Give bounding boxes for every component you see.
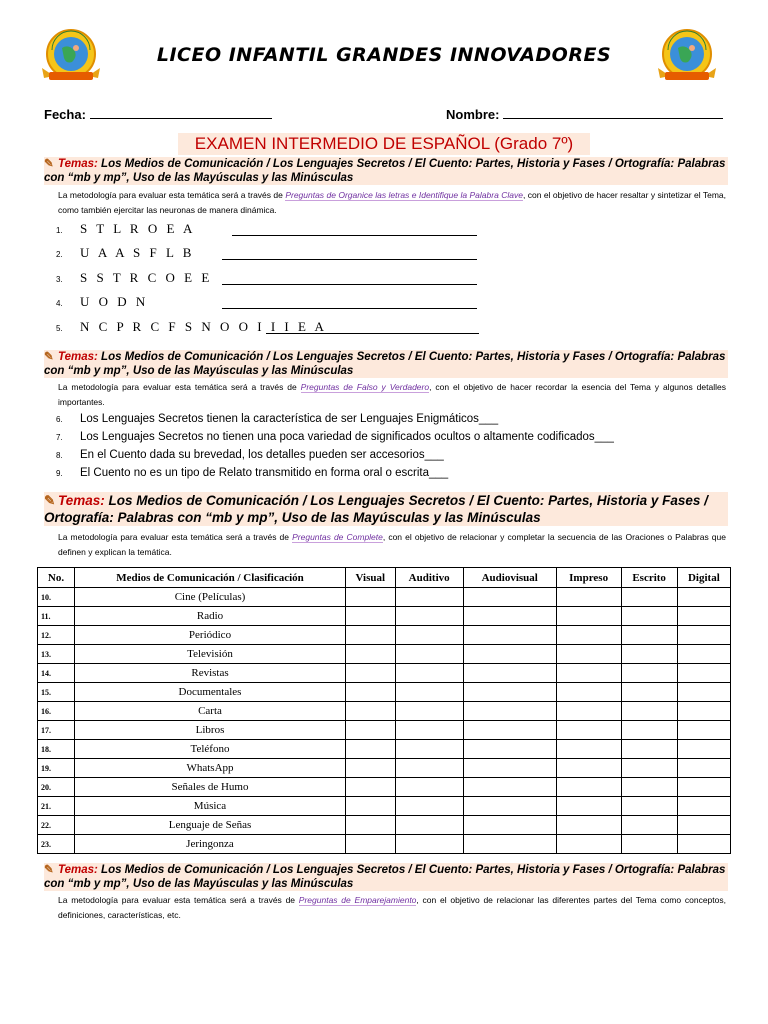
- row-number: 16.: [38, 702, 75, 721]
- table-row: [38, 645, 731, 664]
- classification-cell[interactable]: [395, 664, 463, 683]
- table-row: [38, 816, 731, 835]
- table-row: [38, 759, 731, 778]
- scramble-item: [56, 294, 148, 310]
- classification-cell[interactable]: [395, 721, 463, 740]
- classification-cell[interactable]: [346, 702, 396, 721]
- classification-cell[interactable]: [621, 702, 677, 721]
- classification-cell[interactable]: [395, 588, 463, 607]
- scrambled-letters: N C P R C F S N O O I I I E A: [80, 319, 327, 334]
- tema-label: Temas:: [58, 158, 98, 170]
- classification-cell[interactable]: [346, 588, 396, 607]
- classification-cell[interactable]: [677, 607, 730, 626]
- classification-cell[interactable]: [463, 759, 556, 778]
- table-row: [38, 664, 731, 683]
- table-row: [38, 740, 731, 759]
- classification-cell[interactable]: [395, 759, 463, 778]
- school-logo-left-icon: [40, 26, 102, 86]
- classification-cell[interactable]: [463, 797, 556, 816]
- tema-header-3: [44, 492, 728, 526]
- classification-cell[interactable]: [556, 702, 621, 721]
- classification-cell[interactable]: [556, 816, 621, 835]
- row-number: 15.: [38, 683, 75, 702]
- classification-cell[interactable]: [556, 664, 621, 683]
- tema-header-4: [44, 863, 728, 891]
- classification-cell[interactable]: [556, 835, 621, 854]
- pencil-paper-icon: ✎: [44, 864, 54, 876]
- item-number: 1.: [56, 226, 63, 235]
- tema-text: Los Medios de Comunicación / Los Lenguajes Secretos / El Cuento: Partes, Historia y Fases / Ortografía: Palabras con “mb y mp”, Uso de las Mayúsculas y las Minúsculas: [44, 158, 726, 184]
- media-name: Señales de Humo: [75, 778, 346, 797]
- answer-line[interactable]: [222, 259, 477, 260]
- classification-cell[interactable]: [463, 683, 556, 702]
- classification-cell[interactable]: [395, 740, 463, 759]
- media-name: Documentales: [75, 683, 346, 702]
- scramble-item: [56, 221, 195, 237]
- statement-text: En el Cuento dada su brevedad, los detalles pueden ser accesorios___: [80, 449, 444, 461]
- media-name: Lenguaje de Señas: [75, 816, 346, 835]
- classification-cell[interactable]: [677, 721, 730, 740]
- true-false-item[interactable]: [56, 413, 498, 425]
- scrambled-letters: U O D N: [80, 294, 149, 309]
- metod-text: , con el objetivo de hacer recordar la esencia del Tema y algunos detalles importantes.: [58, 382, 726, 407]
- col-header: Visual: [346, 568, 396, 588]
- classification-cell[interactable]: [395, 607, 463, 626]
- classification-cell[interactable]: [621, 797, 677, 816]
- classification-cell[interactable]: [346, 816, 396, 835]
- classification-cell[interactable]: [346, 797, 396, 816]
- table-row: [38, 626, 731, 645]
- classification-cell[interactable]: [556, 588, 621, 607]
- item-number: 6.: [56, 415, 63, 424]
- row-number: 14.: [38, 664, 75, 683]
- tema-header-2: [44, 350, 728, 378]
- pencil-paper-icon: ✎: [44, 351, 54, 363]
- school-name: LICEO INFANTIL GRANDES INNOVADORES: [156, 44, 612, 66]
- classification-cell[interactable]: [556, 607, 621, 626]
- classification-cell[interactable]: [677, 588, 730, 607]
- classification-cell[interactable]: [621, 740, 677, 759]
- nombre-field[interactable]: [446, 106, 723, 122]
- item-number: 4.: [56, 299, 63, 308]
- classification-cell[interactable]: [556, 626, 621, 645]
- fecha-field[interactable]: [44, 106, 272, 122]
- metod-text: La metodología para evaluar esta temática será a través de: [58, 895, 299, 905]
- table-row: [38, 778, 731, 797]
- classification-cell[interactable]: [677, 683, 730, 702]
- item-number: 5.: [56, 324, 63, 333]
- metod-text: , con el objetivo de relacionar y completar la secuencia de las Oraciones o Palabras que definen y explican la temática.: [58, 532, 726, 557]
- metod-text: La metodología para evaluar esta temática será a través de: [58, 190, 286, 200]
- classification-cell[interactable]: [677, 702, 730, 721]
- classification-cell[interactable]: [677, 797, 730, 816]
- media-name: Música: [75, 797, 346, 816]
- col-header: No.: [38, 568, 75, 588]
- classification-cell[interactable]: [621, 816, 677, 835]
- classification-cell[interactable]: [556, 645, 621, 664]
- scramble-item: [56, 270, 212, 286]
- metod-text: La metodología para evaluar esta temática será a través de: [58, 532, 293, 542]
- classification-cell[interactable]: [395, 702, 463, 721]
- fecha-blank[interactable]: [90, 106, 272, 119]
- table-row: [38, 588, 731, 607]
- classification-cell[interactable]: [463, 664, 556, 683]
- answer-line[interactable]: [222, 284, 477, 285]
- answer-line[interactable]: [266, 333, 479, 334]
- classification-cell[interactable]: [395, 645, 463, 664]
- row-number: 17.: [38, 721, 75, 740]
- item-number: 7.: [56, 433, 63, 442]
- row-number: 11.: [38, 607, 75, 626]
- row-number: 23.: [38, 835, 75, 854]
- statement-text: El Cuento no es un tipo de Relato transmitido en forma oral o escrita___: [80, 467, 449, 479]
- metod-highlight: Preguntas de Complete: [292, 532, 383, 542]
- classification-cell[interactable]: [463, 778, 556, 797]
- classification-cell[interactable]: [463, 626, 556, 645]
- classification-cell[interactable]: [463, 607, 556, 626]
- true-false-item[interactable]: [56, 467, 448, 479]
- statement-text: Los Lenguajes Secretos tienen la característica de ser Lenguajes Enigmáticos___: [80, 413, 499, 425]
- classification-cell[interactable]: [346, 759, 396, 778]
- classification-cell[interactable]: [621, 721, 677, 740]
- col-header: Audiovisual: [463, 568, 556, 588]
- classification-cell[interactable]: [463, 816, 556, 835]
- pencil-paper-icon: ✎: [44, 158, 54, 170]
- table-row: [38, 797, 731, 816]
- classification-cell[interactable]: [346, 740, 396, 759]
- classification-cell[interactable]: [677, 626, 730, 645]
- col-header: Digital: [677, 568, 730, 588]
- classification-cell[interactable]: [395, 626, 463, 645]
- exam-title: EXAMEN INTERMEDIO DE ESPAÑOL (Grado 7º): [178, 133, 590, 155]
- media-name: Teléfono: [75, 740, 346, 759]
- metodologia-4: [58, 893, 726, 923]
- item-number: 9.: [56, 469, 63, 478]
- school-logo-right-icon: [656, 26, 718, 86]
- table-row: [38, 721, 731, 740]
- tema-header-1: [44, 157, 728, 185]
- media-name: Revistas: [75, 664, 346, 683]
- classification-cell[interactable]: [677, 740, 730, 759]
- row-number: 13.: [38, 645, 75, 664]
- scrambled-letters: S T L R O E A: [80, 221, 196, 236]
- classification-cell[interactable]: [395, 835, 463, 854]
- nombre-blank[interactable]: [503, 106, 723, 119]
- media-name: Carta: [75, 702, 346, 721]
- item-number: 2.: [56, 250, 63, 259]
- table-row: [38, 835, 731, 854]
- classification-cell[interactable]: [463, 588, 556, 607]
- classification-cell[interactable]: [621, 759, 677, 778]
- statement-text: Los Lenguajes Secretos no tienen una poca variedad de significados ocultos o altamente codificados___: [80, 431, 614, 443]
- metodologia-1: [58, 188, 726, 218]
- classification-cell[interactable]: [677, 816, 730, 835]
- media-name: Cine (Películas): [75, 588, 346, 607]
- row-number: 22.: [38, 816, 75, 835]
- metodologia-3: [58, 530, 726, 560]
- pencil-paper-icon: ✎: [44, 493, 56, 508]
- media-name: WhatsApp: [75, 759, 346, 778]
- classification-cell[interactable]: [621, 664, 677, 683]
- row-number: 10.: [38, 588, 75, 607]
- media-name: Libros: [75, 721, 346, 740]
- metod-text: , con el objetivo de relacionar las diferentes partes del Tema como conceptos, definiciones, características, etc.: [58, 895, 726, 920]
- table-header-row: [38, 568, 731, 588]
- row-number: 18.: [38, 740, 75, 759]
- classification-cell[interactable]: [346, 645, 396, 664]
- row-number: 20.: [38, 778, 75, 797]
- metod-text: , con el objetivo de hacer resaltar y sintetizar el Tema, como también ejercitar las neuronas de manera dinámica.: [58, 190, 726, 215]
- classification-cell[interactable]: [463, 645, 556, 664]
- classification-cell[interactable]: [621, 588, 677, 607]
- classification-cell[interactable]: [463, 835, 556, 854]
- col-header: Escrito: [621, 568, 677, 588]
- tema-text: Los Medios de Comunicación / Los Lenguajes Secretos / El Cuento: Partes, Historia y Fases / Ortografía: Palabras con “mb y mp”, Uso de las Mayúsculas y las Minúsculas: [44, 351, 726, 377]
- classification-cell[interactable]: [621, 683, 677, 702]
- table-row: [38, 607, 731, 626]
- classification-cell[interactable]: [346, 664, 396, 683]
- table-row: [38, 702, 731, 721]
- classification-cell[interactable]: [346, 721, 396, 740]
- fecha-label: Fecha:: [44, 107, 86, 122]
- row-number: 19.: [38, 759, 75, 778]
- classification-cell[interactable]: [556, 759, 621, 778]
- media-name: Periódico: [75, 626, 346, 645]
- classification-cell[interactable]: [463, 702, 556, 721]
- scramble-item: [56, 245, 194, 261]
- classification-cell[interactable]: [677, 835, 730, 854]
- classification-cell[interactable]: [395, 797, 463, 816]
- col-header: Auditivo: [395, 568, 463, 588]
- classification-cell[interactable]: [346, 683, 396, 702]
- classification-cell[interactable]: [346, 626, 396, 645]
- classification-cell[interactable]: [395, 683, 463, 702]
- media-name: Radio: [75, 607, 346, 626]
- true-false-item[interactable]: [56, 431, 614, 443]
- answer-line[interactable]: [222, 308, 477, 309]
- metod-text: La metodología para evaluar esta temática será a través de: [58, 382, 301, 392]
- classification-cell[interactable]: [463, 740, 556, 759]
- scrambled-letters: S S T R C O E E: [80, 270, 213, 285]
- col-header: Medios de Comunicación / Clasificación: [75, 568, 346, 588]
- classification-cell[interactable]: [621, 645, 677, 664]
- classification-cell[interactable]: [621, 778, 677, 797]
- classification-cell[interactable]: [556, 740, 621, 759]
- classification-cell[interactable]: [621, 835, 677, 854]
- classification-cell[interactable]: [677, 664, 730, 683]
- classification-cell[interactable]: [677, 778, 730, 797]
- classification-cell[interactable]: [621, 626, 677, 645]
- classification-cell[interactable]: [346, 607, 396, 626]
- metod-highlight: Preguntas de Organice las letras e Identifique la Palabra Clave: [285, 190, 523, 200]
- table-row: [38, 683, 731, 702]
- classification-cell[interactable]: [346, 835, 396, 854]
- item-number: 3.: [56, 275, 63, 284]
- classification-cell[interactable]: [395, 816, 463, 835]
- row-number: 21.: [38, 797, 75, 816]
- tema-label: Temas:: [58, 493, 105, 508]
- classification-cell[interactable]: [556, 683, 621, 702]
- true-false-item[interactable]: [56, 449, 444, 461]
- classification-cell[interactable]: [395, 778, 463, 797]
- classification-cell[interactable]: [556, 778, 621, 797]
- tema-label: Temas:: [58, 351, 98, 363]
- media-classification-table: [37, 567, 731, 854]
- answer-line[interactable]: [232, 235, 477, 236]
- tema-text: Los Medios de Comunicación / Los Lenguajes Secretos / El Cuento: Partes, Historia y Fases / Ortografía: Palabras con “mb y mp”, Uso de las Mayúsculas y las Minúsculas: [44, 493, 708, 525]
- metod-highlight: Preguntas de Falso y Verdadero: [300, 382, 430, 392]
- media-name: Jeringonza: [75, 835, 346, 854]
- classification-cell[interactable]: [677, 759, 730, 778]
- classification-cell[interactable]: [556, 797, 621, 816]
- tema-label: Temas:: [58, 864, 98, 876]
- media-name: Televisión: [75, 645, 346, 664]
- classification-cell[interactable]: [621, 607, 677, 626]
- scrambled-letters: U A A S F L B: [80, 245, 195, 260]
- classification-cell[interactable]: [556, 721, 621, 740]
- tema-text: Los Medios de Comunicación / Los Lenguajes Secretos / El Cuento: Partes, Historia y Fases / Ortografía: Palabras con “mb y mp”, Uso de las Mayúsculas y las Minúsculas: [44, 864, 726, 890]
- classification-cell[interactable]: [346, 778, 396, 797]
- metod-highlight: Preguntas de Emparejamiento: [298, 895, 417, 905]
- classification-cell[interactable]: [677, 645, 730, 664]
- row-number: 12.: [38, 626, 75, 645]
- classification-cell[interactable]: [463, 721, 556, 740]
- col-header: Impreso: [556, 568, 621, 588]
- nombre-label: Nombre:: [446, 107, 500, 122]
- item-number: 8.: [56, 451, 63, 460]
- metodologia-2: [58, 380, 726, 410]
